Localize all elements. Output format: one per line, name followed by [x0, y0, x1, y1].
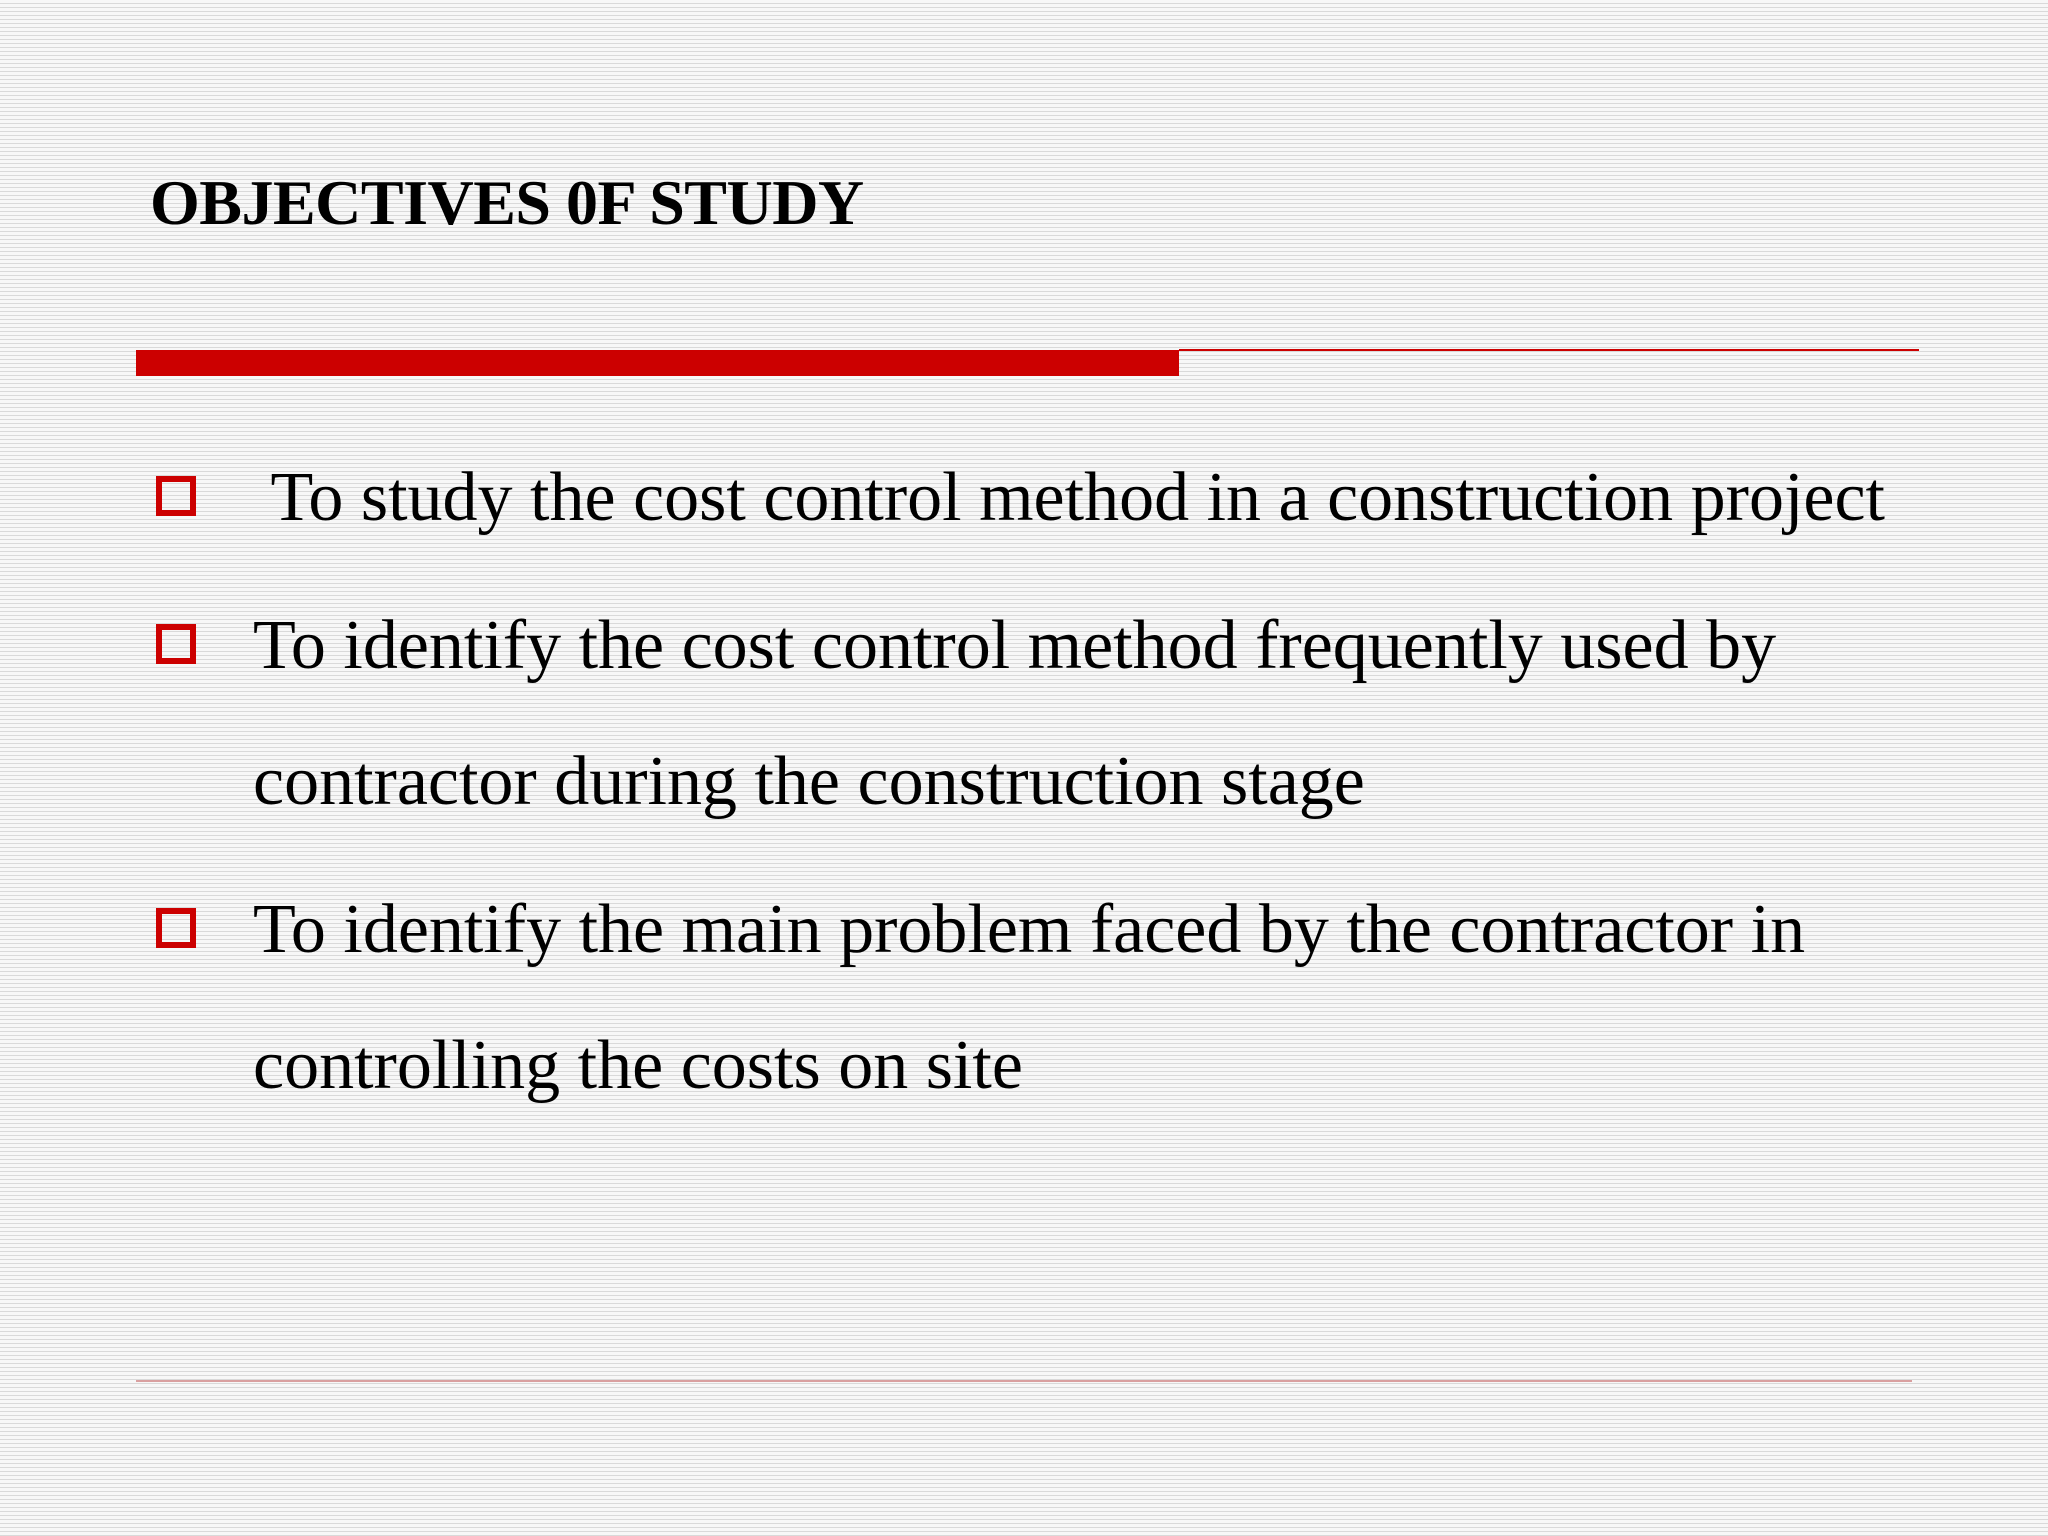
square-bullet-icon: [156, 476, 196, 516]
bullet-text: To identify the cost control method frequently used by contractor during the construction stage: [253, 607, 1794, 820]
list-item: [150, 430, 1910, 566]
bullet-text: To study the cost control method in a construction project: [253, 459, 1885, 536]
list-item: [150, 862, 1910, 1134]
footer-divider: [136, 1380, 1912, 1382]
square-bullet-icon: [156, 908, 196, 948]
slide-title: OBJECTIVES 0F STUDY: [150, 167, 864, 238]
square-bullet-icon: [156, 624, 196, 664]
objectives-list: [150, 430, 1910, 1146]
list-item: [150, 578, 1910, 850]
title-underline-thick: [136, 350, 1179, 376]
title-underline-thin: [1179, 349, 1919, 351]
bullet-text: To identify the main problem faced by the contractor in controlling the costs on site: [253, 891, 1823, 1104]
